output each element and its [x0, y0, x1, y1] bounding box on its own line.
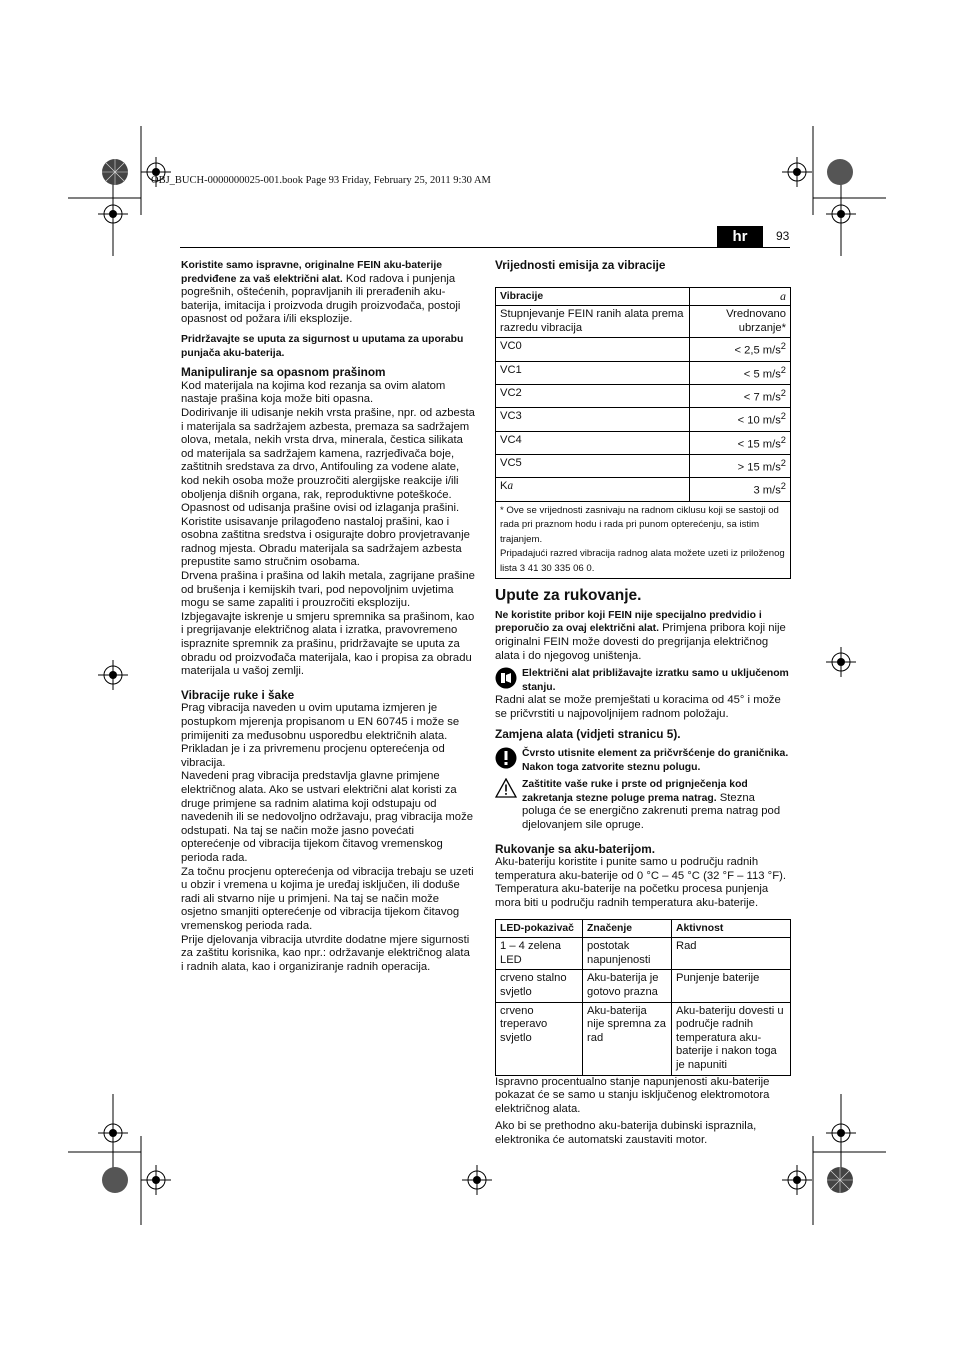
- table-row: [496, 431, 791, 454]
- battery-warning-text: Kod radova i punjenja pogrešnih, oštećenih, popravljanih ili prerađenih aku-baterija, imitacija i proizvoda drugih proizvođača, postoji opasnost od požara i/ili eksplozije.: [181, 272, 461, 326]
- table-row: [496, 408, 791, 431]
- led-table-head-indicator: LED-pokazivač: [496, 919, 583, 938]
- page-number: 93: [776, 229, 790, 243]
- vibration-table-head-left: Vibracije: [496, 287, 690, 306]
- vibration-note-1: * Ove se vrijednosti zasnivaju na radnom ciklusu koji se sastoji od rada pri praznom hodu i rada pri punom opterećenju, sa istim trajanjem.: [500, 504, 779, 545]
- color-wheel-icon: [101, 1166, 129, 1194]
- registration-mark-icon: [782, 157, 812, 187]
- vibration-class: VC3: [496, 408, 690, 431]
- vibration-value: < 5 $m/s^2$: [690, 361, 791, 384]
- table-row: [496, 385, 791, 408]
- table-row: [496, 361, 791, 384]
- battery-paragraph-1: Aku-bateriju koristite i punite samo u području radnih temperatura aku-baterije od 0 °C – 45 °C (32 °F – 113 °F). Temperatura aku-baterije na početku procesa punjenja mora biti u području radnih temperatura aku-baterije.: [495, 856, 787, 910]
- dust-paragraph-4: Izbjegavajte iskrenje u smjeru spremnika sa prašinom, kao i pregrijavanje električnog alata i izratka, pravovremeno ispraznite spremnik za prašinu, pridržavajte se uputa za obradu od proizvođača materijala, kao i propisa za obradu materijala u vašoj zemlji.: [181, 610, 475, 678]
- registration-mark-icon: [826, 1118, 856, 1148]
- vibration-class-ka: Ka: [496, 478, 690, 501]
- registration-mark-icon: [826, 199, 856, 229]
- table-row: [496, 455, 791, 478]
- table-row: [496, 338, 791, 361]
- registration-mark-icon: [141, 1165, 171, 1195]
- table-row: crveno stalno svjetlo Aku-baterija je gotovo prazna Punjenje baterije: [496, 970, 791, 1002]
- rotation-paragraph: Radni alat se može premještati u koracima od 45° i može se pričvrstiti u najpovoljnijem radnom položaju.: [495, 694, 781, 720]
- battery-paragraph-3: Ako bi se prethodno aku-baterija dubinski ispraznila, elektronika će automatski zaustaviti motor.: [495, 1120, 757, 1146]
- vibration-class: VC5: [496, 455, 690, 478]
- color-wheel-icon: [101, 158, 129, 186]
- dust-paragraph-2: Dodirivanje ili udisanje nekih vrsta prašine, npr. od azbesta i materijala sa sadržajem azbesta, premaza sa sadržajem olova, metala, nekih vrsta drva, minerala, čestica silikata od materijala sa sadržajem kamena, razrjeđivača boje, zaštitnih sredstava za drvo, Antifouling za vodene alate, kod nekih osoba može prouzročiti alergijske reakcije i/ili oboljenja dišnih organa, rak, reproduktivne poteškoće. Opasnost od udisanja prašine ovisi od izlaganja prašini. Koristite usisavanje prilagođeno nastaloj prašini, kao i osobna zaštitna sredstva i osigurajte dobro provjetravanje radnog mjesta. Obradu materijala sa sadržajem azbesta prepustite samo stručnim osobama.: [181, 406, 475, 569]
- warning-triangle-icon: [495, 778, 517, 798]
- vibration-table-class-label: Stupnjevanje FEIN ranih alata prema razredu vibracija: [496, 306, 690, 338]
- left-column: [181, 259, 475, 974]
- section-heading-tool-change: Zamjena alata (vidjeti stranicu 5).: [495, 726, 681, 741]
- led-table-head-meaning: Značenje: [583, 919, 672, 938]
- header-rule: [180, 247, 790, 248]
- vibration-value: 3 $m/s^2$: [690, 478, 791, 501]
- color-wheel-icon: [826, 1166, 854, 1194]
- warning-protect-hands: Zaštitite vaše ruke i prste od prignječenja kod zakretanja stezne poluge prema natrag. Stezna poluga će se energično zakrenuti prema natrag pod djelovanjem sile opruge.: [495, 778, 791, 832]
- registration-mark-icon: [826, 647, 856, 677]
- vibration-value: < 7 $m/s^2$: [690, 385, 791, 408]
- vibration-value: < 2,5 $m/s^2$: [690, 338, 791, 361]
- section-heading-emissions: Vrijednosti emisija za vibracije: [495, 258, 666, 272]
- registration-mark-icon: [98, 660, 128, 690]
- led-table-head-action: Aktivnost: [672, 919, 791, 938]
- battery-paragraph-2: Ispravno procentualno stanje napunjenosti aku-baterije pokazat će se samo u stanju isključenog elektromotora električnog alata.: [495, 1075, 770, 1115]
- table-row: crveno treperavo svjetlo Aku-baterija nije spremna za rad Aku-bateriju dovesti u područje radnih temperatura aku-baterije i nakon toga je napuniti: [496, 1002, 791, 1075]
- vibration-class: VC2: [496, 385, 690, 408]
- table-row: 1 – 4 zelena LED postotak napunjenosti Rad: [496, 938, 791, 970]
- vibration-paragraph-4: Prije djelovanja vibracija utvrdite dodatne mjere sigurnosti za zaštitu korisnika, kao npr.: održavanje električnog alata i radnih alata, kao i organiziranje radnih operacija.: [181, 933, 470, 973]
- vibration-paragraph-3: Za točnu procjenu opterećenja od vibracija trebaju se uzeti u obzir i vremena u kojima je uređaj isključen, ili doduše radi ali stvarno nije u primjeni. Na taj se način može osjetno smanjiti opterećenje od vibracija tijekom čitavog vremenskog perioda rada.: [181, 865, 474, 932]
- led-table: [495, 919, 791, 1076]
- vibration-value: < 10 $m/s^2$: [690, 408, 791, 431]
- warning-switch-on: Električni alat približavajte izratku samo u uključenom stanju.: [495, 667, 791, 694]
- section-heading-dust: Manipuliranje sa opasnom prašinom: [181, 365, 386, 380]
- vibration-class: VC4: [496, 431, 690, 454]
- vibration-table: [495, 287, 791, 580]
- registration-mark-icon: [98, 199, 128, 229]
- battery-warning-bold: Koristite samo ispravne, originalne FEIN aku-baterije predviđene za vaš električni alat.: [181, 260, 442, 285]
- registration-mark-icon: [98, 1118, 128, 1148]
- vibration-paragraph-1: Prag vibracija naveden u ovim uputama izmjeren je postupkom mjerenja propisanom u EN 60745 i može se primijeniti za međusobnu usporedbu električnih alata. Prikladan je i za privremenu procjenu opterećenja od vibracija.: [181, 702, 460, 769]
- accessory-paragraph: Ne koristite pribor koji FEIN nije specijalno predvidio i preporučio za ovaj električni alat. Primjena pribora koji nije originalni FEIN može dovesti do pregrijanja električnog alata i do njegovog uništenja.: [495, 609, 786, 662]
- warning-press-element: Čvrsto utisnite element za pričvršćenje do graničnika. Nakon toga zatvorite steznu polugu.: [495, 747, 791, 774]
- vibration-value: < 15 $m/s^2$: [690, 431, 791, 454]
- vibration-table-weighted-label: Vrednovano ubrzanje*: [690, 306, 791, 338]
- instruction-icon: [495, 667, 517, 689]
- section-heading-battery: Rukovanje sa aku-baterijom.: [495, 841, 655, 856]
- language-badge: hr: [717, 226, 763, 247]
- battery-warning-paragraph: [181, 259, 475, 327]
- right-column: [495, 259, 791, 1148]
- vibration-note-2: Pripadajući razred vibracija radnog alata možete uzeti iz priloženog lista 3 41 30 335 06 0.: [500, 548, 785, 574]
- book-info-line: OBJ_BUCH-0000000025-001.book Page 93 Friday, February 25, 2011 9:30 AM: [151, 175, 491, 186]
- section-heading-vibration: Vibracije ruke i šake: [181, 687, 295, 702]
- color-wheel-icon: [826, 158, 854, 186]
- exclamation-icon: [495, 747, 517, 769]
- dust-paragraph-1: Kod materijala na kojima kod rezanja sa ovim alatom nastaje prašina koja može biti opasna.: [181, 379, 446, 406]
- section-heading-operating: Upute za rukovanje.: [495, 587, 642, 605]
- vibration-table-head-right: a: [690, 287, 791, 306]
- vibration-paragraph-2: Navedeni prag vibracija predstavlja glavne primjene električnog alata. Ako se ustvari električni alat koristi za druge primjene sa radnim alatima koji odstupaju od navedenih ili se nedovoljno održavaju, prag vibracija može odstupati. Na taj se način može jasno povećati opterećenje od vibracija tijekom čitavog vremenskog perioda rada.: [181, 770, 474, 864]
- vibration-table-notes: [496, 501, 791, 579]
- dust-paragraph-3: Drvena prašina i prašina od lakih metala, zagrijane prašine od brušenja i kemijskih tvari, pod nepovoljnim uvjetima mogu se same zapaliti i prouzročiti eksploziju.: [181, 570, 475, 610]
- registration-mark-icon: [782, 1165, 812, 1195]
- vibration-class: VC0: [496, 338, 690, 361]
- vibration-value: > 15 $m/s^2$: [690, 455, 791, 478]
- table-row: [496, 478, 791, 501]
- charger-instructions: Pridržavajte se uputa za sigurnost u uputama za uporabu punjača aku-baterija.: [181, 333, 464, 359]
- vibration-class: VC1: [496, 361, 690, 384]
- registration-mark-icon: [462, 1165, 492, 1195]
